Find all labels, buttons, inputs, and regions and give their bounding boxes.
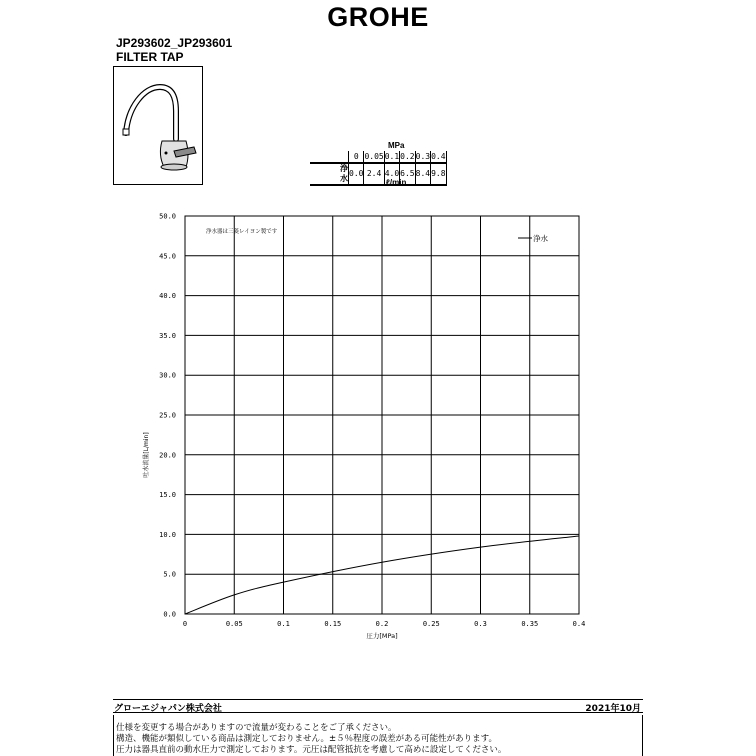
y-tick-label: 15.0 [159, 491, 176, 500]
y-tick-label: 5.0 [163, 570, 176, 579]
y-tick-label: 0.0 [163, 610, 176, 619]
y-tick-label: 20.0 [159, 451, 176, 460]
footer-header-row [113, 699, 643, 713]
x-tick-label: 0.3 [474, 620, 487, 628]
footer-note: 仕様を変更する場合がありますので流量が変わることをご了承ください。 [116, 723, 397, 733]
footer-note: 圧力は器具直前の動水圧力で測定しております。元圧は配管抵抗を考慮して高めに設定してください。 [116, 745, 507, 755]
chart-grid [185, 216, 579, 614]
footer-notes [113, 715, 643, 756]
x-axis-label: 圧力[MPa] [366, 632, 398, 640]
chart-legend [518, 233, 548, 243]
y-tick-label: 45.0 [159, 252, 176, 261]
legend-entry: 浄水 [533, 234, 548, 243]
x-tick-label: 0 [182, 620, 188, 628]
x-tick-label: 0.4 [572, 620, 586, 628]
model-code: JP293602_JP293601 [116, 36, 233, 50]
y-tick-label: 30.0 [159, 371, 176, 380]
issue-date: 2021年10月 [585, 704, 641, 714]
pressure-unit: MPa [388, 141, 405, 150]
x-tick-label: 0.1 [277, 620, 290, 628]
pressure-cell: 0.4 [431, 151, 446, 163]
brand-logo-text: GROHE [327, 2, 429, 32]
y-axis-label: 吐水流量[L/min] [143, 432, 150, 478]
pressure-cell: 0.1 [384, 151, 399, 163]
footer-note: 構造、機能が類似している商品は測定しておりません。±５％程度の誤差がある可能性があります。 [116, 734, 497, 744]
pressure-cell: 0.2 [400, 151, 415, 163]
flow-value-cell: 0.0 [349, 163, 364, 185]
chart-annotation: 浄水器は三菱レイヨン製です [206, 229, 278, 235]
footer [113, 699, 643, 756]
x-tick-label: 0.05 [225, 620, 243, 628]
y-tick-label: 10.0 [159, 530, 176, 539]
y-tick-label: 40.0 [159, 292, 176, 301]
pressure-cell: 0 [349, 151, 364, 163]
x-tick-label: 0.35 [521, 620, 539, 628]
flow-value-cell: 9.8 [431, 163, 446, 185]
flow-value-cell: 4.0 [384, 163, 399, 185]
y-tick-label: 25.0 [159, 411, 176, 420]
company-name: グローエジャパン株式会社 [114, 704, 222, 714]
y-tick-label: 50.0 [159, 212, 176, 221]
flow-row-label: 浄水 [310, 163, 349, 185]
x-tick-label: 0.15 [324, 620, 342, 628]
pressure-cell: 0.05 [364, 151, 384, 163]
pressure-cell: 0.3 [415, 151, 430, 163]
flow-value-cell: 2.4 [364, 163, 384, 185]
y-tick-labels [159, 213, 176, 619]
y-tick-label: 35.0 [159, 331, 176, 340]
x-tick-label: 0.25 [422, 620, 440, 628]
x-tick-label: 0.2 [375, 620, 389, 628]
x-tick-labels [183, 620, 585, 628]
flow-unit: ℓ/min [386, 178, 407, 187]
flow-value-cell: 6.5 [400, 163, 415, 185]
flow-value-cell: 8.4 [415, 163, 430, 185]
model-name: FILTER TAP [116, 50, 184, 64]
